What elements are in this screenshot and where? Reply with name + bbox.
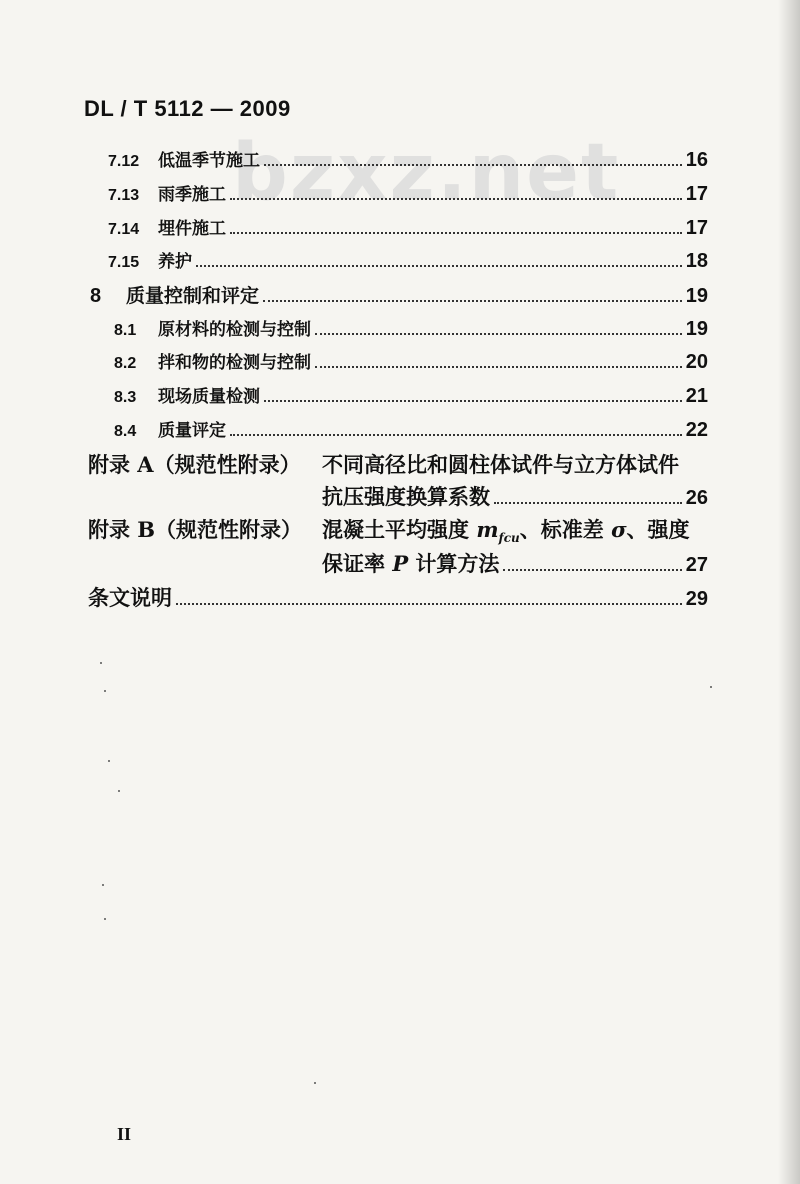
- toc-page: 18: [685, 250, 708, 272]
- toc-title: 条文说明: [88, 585, 172, 610]
- appendix-b-title-line2[interactable]: [322, 548, 708, 578]
- dot-leader: [263, 300, 682, 302]
- toc-entry-8-4[interactable]: [114, 416, 708, 442]
- sigma-symbol: σ: [611, 517, 627, 542]
- toc-entry-8-1[interactable]: [114, 315, 708, 341]
- appendix-a-label[interactable]: 附录 A（规范性附录）: [88, 452, 301, 477]
- toc-entry-8-3[interactable]: [114, 382, 708, 408]
- appendix-b-text: 混凝土平均强度: [322, 517, 477, 542]
- scan-speck: [104, 690, 106, 692]
- appendix-b-text: 保证率: [322, 551, 393, 576]
- appendix-a-title-line1: 不同高径比和圆柱体试件与立方体试件: [322, 452, 679, 477]
- dot-leader: [315, 333, 682, 335]
- toc-title: 低温季节施工: [158, 151, 260, 171]
- appendix-b-title-cont: [322, 548, 499, 578]
- toc-number: 7.12: [108, 153, 140, 170]
- toc-page: 27: [685, 554, 708, 576]
- scan-speck: [104, 918, 106, 920]
- dot-leader: [196, 265, 682, 267]
- toc-entry-8-2[interactable]: [114, 348, 708, 374]
- dot-leader: [315, 366, 682, 368]
- appendix-b-text: 、强度: [626, 517, 690, 542]
- appendix-b-label[interactable]: 附录 B（规范性附录）: [88, 517, 303, 542]
- dot-leader: [230, 232, 682, 234]
- scan-speck: [118, 790, 120, 792]
- toc-number: 8.1: [114, 322, 137, 339]
- probability-symbol: P: [392, 551, 409, 576]
- toc-entry-7-12[interactable]: [108, 146, 708, 172]
- toc-number: 7.14: [108, 221, 140, 238]
- toc-title: 原材料的检测与控制: [158, 320, 311, 340]
- toc-title: 质量评定: [158, 421, 226, 441]
- toc-entry-7-13[interactable]: [108, 180, 708, 206]
- scan-speck: [314, 1082, 316, 1084]
- dot-leader: [264, 400, 682, 402]
- toc-page: 21: [685, 385, 708, 407]
- toc-number: 7.15: [108, 254, 140, 271]
- page-folio: II: [117, 1124, 132, 1144]
- toc-number: 8: [90, 285, 102, 307]
- dot-leader: [264, 164, 682, 166]
- toc-page: 20: [685, 351, 708, 373]
- document-code: DL / T 5112 — 2009: [84, 96, 291, 121]
- dot-leader: [176, 603, 682, 605]
- appendix-a-title-line2[interactable]: [322, 481, 708, 511]
- toc-title: 埋件施工: [158, 219, 226, 239]
- appendix-b-text: 计算方法: [408, 551, 500, 576]
- toc-page: 17: [685, 217, 708, 239]
- toc-title: 养护: [158, 252, 192, 272]
- toc-title: 质量控制和评定: [126, 285, 260, 307]
- dot-leader: [230, 198, 682, 200]
- toc-number: 8.4: [114, 423, 137, 440]
- appendix-b-text: 、标准差: [519, 517, 612, 542]
- scan-speck: [100, 662, 102, 664]
- toc-page: 22: [685, 419, 708, 441]
- toc-page: 17: [685, 183, 708, 205]
- toc-number: 7.13: [108, 187, 140, 204]
- scan-speck: [102, 884, 104, 886]
- toc-page: 16: [685, 149, 708, 171]
- toc-entry-7-15[interactable]: [108, 247, 708, 273]
- toc-entry-8[interactable]: [90, 281, 708, 308]
- appendix-a-title-cont: 抗压强度换算系数: [322, 484, 490, 509]
- toc-page: 19: [685, 285, 708, 307]
- toc-number: 8.3: [114, 389, 137, 406]
- scan-speck: [108, 760, 110, 762]
- toc-title: 现场质量检测: [158, 387, 260, 407]
- toc-number: 8.2: [114, 355, 137, 372]
- toc-page: 29: [685, 588, 708, 610]
- appendix-b-title-line1: [322, 514, 690, 545]
- dot-leader: [230, 434, 682, 436]
- watermark: bzxz.net: [232, 128, 621, 218]
- mean-strength-symbol: m: [476, 517, 499, 542]
- toc-page: 19: [685, 318, 708, 340]
- scan-speck: [710, 686, 712, 688]
- dot-leader: [503, 569, 681, 571]
- toc-entry-7-14[interactable]: [108, 214, 708, 240]
- mean-strength-subscript: fcu: [498, 531, 520, 546]
- toc-entry-explanation[interactable]: [88, 582, 708, 612]
- toc-page: 26: [685, 487, 708, 509]
- toc-title: 雨季施工: [158, 185, 226, 205]
- dot-leader: [494, 502, 682, 504]
- toc-title: 拌和物的检测与控制: [158, 353, 311, 373]
